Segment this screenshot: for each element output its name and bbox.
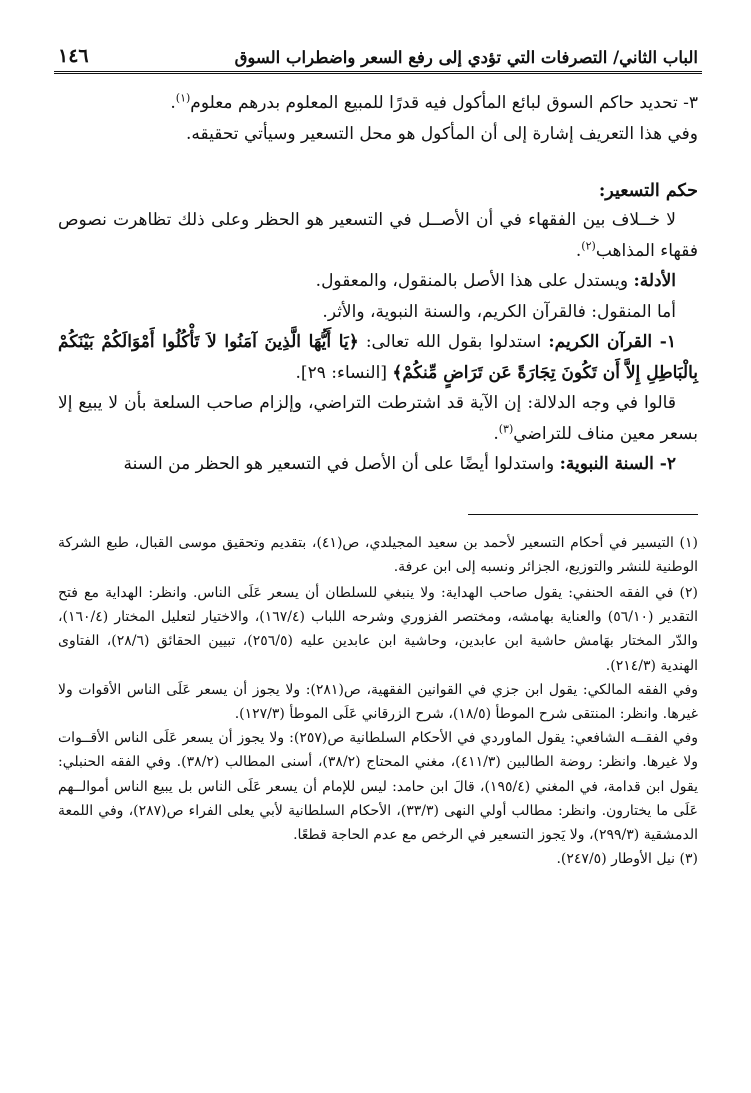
book-page bbox=[54, 38, 702, 871]
page-number: ١٤٦ bbox=[58, 45, 89, 67]
item-3-paragraph bbox=[58, 88, 698, 119]
no-dispute-text: لا خــلاف بين الفقهاء في أن الأصــل في التسعير هو الحظر وعلى ذلك تظاهرت نصوص فقهاء المذاهب bbox=[58, 210, 698, 261]
footnote-3: (٣) نيل الأوطار (٢٤٧/٥). bbox=[556, 851, 698, 868]
footnotes bbox=[58, 531, 698, 872]
item-3-text: ٣- تحديد حاكم السوق لبائع المأكول فيه قدرًا للمبيع المعلوم بدرهم معلوم bbox=[190, 93, 698, 113]
footnote-2-hanafi: (٢) في الفقه الحنفي: يقول صاحب الهداية: ولا ينبغي للسلطان أن يسعر عَلَى الناس. وانظر: الهداية مع فتح التقدير (٥٦/١٠) والعناية بهامشه، ومختصر الفزوري وشرحه اللباب (١٦٧/٤)، والاختيار لتعليل المختار (١٦٠/٤)، والدّر المختار بهَامش حاشية ابن عابدين، وحاشية ابن عابدين عليه (٢٥٦/٥)، تبيين الحقائق (٢٨/٦)، الفتاوى الهندية (٢١٤/٣). bbox=[58, 584, 699, 674]
item-3-end: . bbox=[170, 93, 176, 113]
footnote-ref-1[interactable]: (١) bbox=[175, 91, 191, 105]
sunnah-text: واستدلوا أيضًا على أن الأصل في التسعير هو الحظر من السنة bbox=[123, 454, 560, 474]
evidence-label: الأدلة: bbox=[633, 271, 676, 291]
quran-intro: استدلوا بقول الله تعالى: bbox=[358, 332, 549, 352]
footnote-ref-2[interactable]: (٢) bbox=[581, 238, 596, 252]
footnote-1: (١) التيسير في أحكام التسعير لأحمد بن سعيد المجيلدي، ص(٤١)، بتقديم وتحقيق موسى القبال، طبع الشركة الوطنية للنشر والتوزيع، الجزائر ونسبه إلى ابن عرفة. bbox=[58, 534, 699, 575]
section-heading-ruling: حكم التسعير: bbox=[598, 181, 698, 201]
transmitted-paragraph: أما المنقول: فالقرآن الكريم، والسنة النبوية، والأثر. bbox=[322, 301, 676, 322]
footnote-separator bbox=[468, 514, 698, 515]
no-dispute-end: . bbox=[575, 240, 582, 261]
footnote-ref-3[interactable]: (٣) bbox=[498, 421, 514, 435]
evidence-paragraph bbox=[58, 266, 698, 297]
quran-citation: [النساء: ٢٩]. bbox=[295, 362, 393, 383]
quran-paragraph bbox=[58, 327, 698, 388]
main-text bbox=[54, 88, 702, 871]
running-title: الباب الثاني/ التصرفات التي تؤدي إلى رفع السعر واضطراب السوق bbox=[234, 48, 698, 67]
quran-label: ١- القرآن الكريم: bbox=[548, 332, 677, 352]
sunnah-label: ٢- السنة النبوية: bbox=[559, 454, 676, 474]
sunnah-paragraph bbox=[58, 449, 698, 480]
no-dispute-paragraph bbox=[58, 205, 698, 266]
page-header bbox=[54, 38, 702, 74]
footnote-2-shafii: وفي الفقــه الشافعي: يقول الماوردي في الأحكام السلطانية ص(٢٥٧): ولا يجوز أن يسعر عَلَى الناس الأقــوات ولا غيرها. وانظر: روضة الطالبين (٤١١/٣)، مغني المحتاج (٣٨/٢)، أسنى المطالب (٣٨/٢). وفي الفقه الحنبلي: يقول ابن قدامة، في المغني (١٩٥/٤)، قالَ ابن حامد: ليس للإمام أن يسعر عَلَى الناس بل يبيع الناس أموالــهم عَلَى ما يختارون. وانظر: مطالب أولي النهى (٣٣/٣)، الأحكام السلطانية لأبي يعلى الفراء ص(٢٨٧)، وفي اللمعة الدمشقية (٢٩٩/٣)، ولا يَجوز التسعير في الرخص مع عدم الحاجة قطعًا. bbox=[58, 730, 698, 843]
evidence-point-paragraph bbox=[58, 388, 698, 449]
footnote-2-maliki: وفي الفقه المالكي: يقول ابن جزي في القوانين الفقهية، ص(٢٨١): ولا يجوز أن يسعر عَلَى الناس الأقوات ولا غيرها. وانظر: المنتقى شرح الموطأ (١٨/٥)، شرح الزرقاني عَلَى الموطأ (١٢٧/٣). bbox=[58, 681, 698, 722]
evidence-point-text: قالوا في وجه الدلالة: إن الآية قد اشترطت التراضي، وإلزام صاحب السلعة بأن لا يبيع إلا بسعر معين مناف للتراضي bbox=[58, 393, 698, 444]
quran-verse: ﴿يَا أَيُّهَا الَّذِينَ آمَنُوا لاَ تَأْكُلُوا أَمْوَالَكُمْ بَيْنَكُمْ بِالْبَاطِلِ إِلاَّ أَن تَكُونَ تِجَارَةً عَن تَرَاضٍ مِّنكُمْ﴾ bbox=[58, 332, 698, 383]
definition-note: وفي هذا التعريف إشارة إلى أن المأكول هو محل التسعير وسيأتي تحقيقه. bbox=[185, 123, 698, 144]
evidence-text: ويستدل على هذا الأصل بالمنقول، والمعقول. bbox=[315, 271, 634, 291]
evidence-point-end: . bbox=[493, 423, 499, 444]
